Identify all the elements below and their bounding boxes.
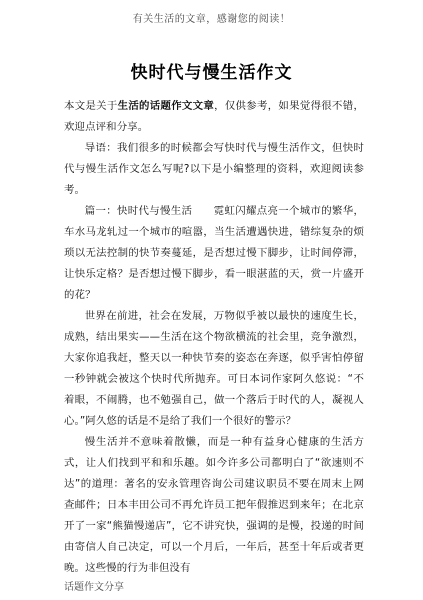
document-title: 快时代与慢生活作文	[130, 63, 293, 83]
article-body	[64, 96, 364, 579]
page-footer: 话题作文分享	[64, 582, 124, 593]
page-header: 有关生活的文章，感谢您的阅读！	[132, 14, 291, 25]
intro-highlight: 生活的话题作文文章	[117, 100, 215, 112]
paragraph-lead: 导语：我们很多的时候都会写快时代与慢生活作文，但快时代与慢生活作文怎么写呢?以下是小编整理的资料，欢迎阅读参考。	[64, 142, 364, 196]
intro-suffix: ，仅供参考，如果觉得很不错，欢迎点评和分享。	[64, 100, 364, 133]
paragraph-fast-era: 世界在前进，社会在发展，万物似乎被以最快的速度生长，成熟，结出果实——生活在这个物欲横流的社会里，竞争激烈，大家你追我赶，整天以一种快节奏的姿态在奔逐，似乎害怕停留一秒钟就会被这个快时代所抛弃。可日本词作家阿久悠说：“不着眼，不闹腾，也不勉强自己，做一个落后于时代的人，凝视人心。”阿久悠的话是不是给了我们一个很好的警示？	[64, 310, 364, 427]
intro-prefix: 本文是关于	[64, 100, 118, 112]
paragraph-essay-opening: 篇一：快时代与慢生活 霓虹闪耀点亮一个城市的繁华，车水马龙轧过一个城市的喧嚣，当生活遭遇快进，错综复杂的烦琐以无法控制的快节奏蔓延，是否想过慢下脚步，让时间停滞，让快乐定格？是否想过慢下脚步，看一眼湛蓝的天，赏一片盛开的花？	[64, 205, 364, 301]
paragraph-slow-life: 慢生活并不意味着散懒，而是一种有益身心健康的生活方式，让人们找到平和和乐趣。如今许多公司都明白了“欲速则不达”的道理：著名的安永管理咨询公司建议职员不要在周末上网查邮件；日本丰田公司不再允许员工把年假推迟到来年；在北京开了一家“熊猫慢递店”，它不讲究快，强调的是慢，投递的时间由寄信人自己决定，可以一个月后，一年后，甚至十年后或者更晚。这些慢的行为非但没有	[64, 436, 364, 574]
intro-paragraph	[64, 96, 364, 138]
